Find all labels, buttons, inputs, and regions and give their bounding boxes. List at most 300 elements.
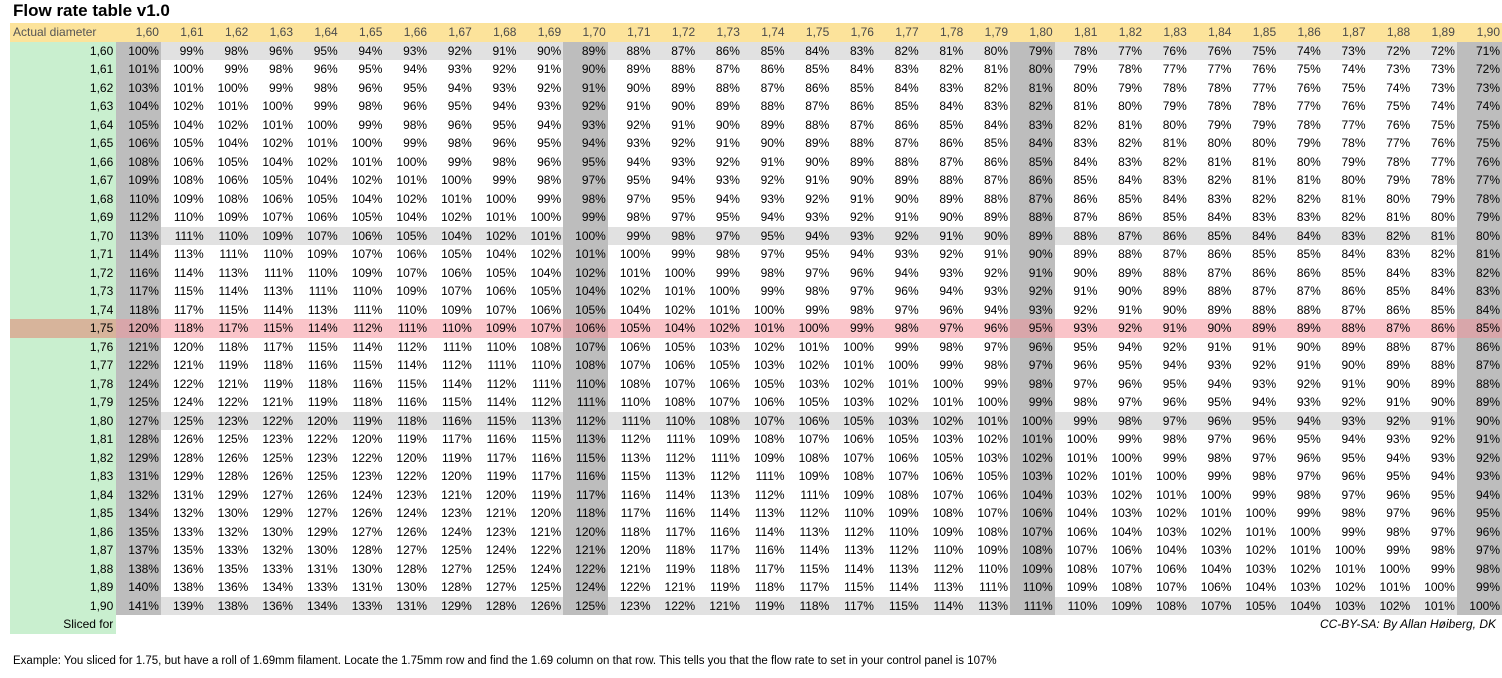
flow-rate-cell: 92%	[984, 265, 1009, 280]
flow-rate-cell: 118%	[116, 301, 161, 320]
flow-rate-cell: 86%	[697, 42, 742, 61]
flow-rate-cell: 80%	[1073, 80, 1098, 95]
flow-rate-cell: 83%	[1162, 173, 1187, 188]
flow-rate-cell: 110%	[844, 506, 874, 521]
flow-rate-cell: 85%	[1386, 284, 1411, 299]
flow-rate-cell: 127%	[262, 487, 294, 502]
flow-rate-cell: 93%	[1323, 412, 1368, 431]
flow-rate-cell: 118%	[563, 504, 608, 523]
flow-rate-cell: 93%	[626, 136, 651, 151]
flow-rate-cell: 95%	[403, 80, 428, 95]
flow-rate-cell: 102%	[664, 302, 696, 317]
flow-rate-cell: 98%	[1099, 412, 1144, 431]
flow-rate-cell: 79%	[1073, 62, 1098, 77]
flow-rate-cell: 109%	[1099, 597, 1144, 616]
flow-rate-cell: 118%	[754, 580, 785, 595]
flow-rate-cell: 122%	[250, 412, 295, 431]
flow-rate-cell: 89%	[626, 62, 651, 77]
flow-rate-cell: 95%	[1386, 469, 1411, 484]
flow-rate-cell: 93%	[1010, 301, 1055, 320]
flow-rate-cell: 93%	[805, 210, 830, 225]
flow-rate-cell: 107%	[262, 210, 294, 225]
flow-rate-cell: 100%	[563, 227, 608, 246]
flow-rate-cell: 81%	[1010, 79, 1055, 98]
flow-rate-cell: 100%	[843, 339, 874, 354]
flow-rate-cell: 123%	[441, 506, 472, 521]
flow-rate-cell: 108%	[664, 395, 696, 410]
flow-rate-cell: 130%	[351, 561, 383, 576]
flow-rate-cell: 71%	[1457, 42, 1502, 61]
flow-rate-cell: 86%	[1252, 265, 1277, 280]
flow-rate-cell: 118%	[352, 395, 383, 410]
flow-rate-cell: 88%	[1055, 227, 1100, 246]
flow-rate-cell: 108%	[977, 524, 1009, 539]
flow-rate-cell: 77%	[1296, 99, 1321, 114]
flow-rate-cell: 92%	[537, 80, 562, 95]
flow-rate-cell: 99%	[1162, 450, 1187, 465]
flow-rate-cell: 94%	[1278, 412, 1323, 431]
column-header-row	[10, 23, 1502, 42]
flow-rate-cell: 97%	[671, 210, 696, 225]
flow-rate-cell: 109%	[172, 191, 204, 206]
flow-rate-cell: 91%	[1144, 319, 1189, 338]
flow-rate-cell: 82%	[939, 62, 964, 77]
flow-rate-cell: 120%	[619, 543, 651, 558]
flow-rate-cell: 93%	[1296, 395, 1321, 410]
flow-rate-cell: 85%	[1010, 153, 1055, 172]
flow-rate-cell: 101%	[798, 339, 830, 354]
row-header: 1,78	[10, 375, 116, 394]
flow-rate-cell: 74%	[1457, 97, 1502, 116]
flow-rate-cell: 119%	[665, 561, 696, 576]
flow-rate-cell: 87%	[805, 99, 830, 114]
flow-rate-cell: 96%	[1430, 506, 1455, 521]
flow-rate-cell: 99%	[760, 284, 785, 299]
flow-rate-cell: 100%	[530, 210, 562, 225]
flow-rate-cell: 89%	[1118, 265, 1143, 280]
flow-rate-cell: 120%	[295, 412, 340, 431]
flow-rate-cell: 115%	[474, 412, 519, 431]
flow-rate-cell: 123%	[351, 469, 383, 484]
flow-rate-cell: 94%	[939, 284, 964, 299]
flow-rate-cell: 98%	[1162, 432, 1187, 447]
flow-rate-cell: 109%	[396, 284, 428, 299]
flow-rate-cell: 128%	[172, 450, 204, 465]
flow-rate-cell: 111%	[710, 450, 740, 465]
flow-rate-cell: 92%	[939, 247, 964, 262]
flow-rate-cell: 96%	[403, 99, 428, 114]
row-header: 1,76	[10, 338, 116, 357]
flow-rate-cell: 126%	[307, 487, 338, 502]
flow-rate-cell: 134%	[116, 504, 161, 523]
column-header: 1,62	[206, 23, 251, 42]
row-header: 1,81	[10, 430, 116, 449]
flow-rate-cell: 106%	[887, 450, 919, 465]
flow-rate-cell: 92%	[671, 136, 696, 151]
flow-rate-cell: 82%	[1341, 210, 1366, 225]
flow-rate-cell: 92%	[626, 117, 651, 132]
flow-rate-cell: 83%	[1457, 282, 1502, 301]
flow-rate-cell: 98%	[492, 154, 517, 169]
flow-rate-cell: 87%	[1296, 284, 1321, 299]
flow-rate-cell: 102%	[172, 99, 204, 114]
flow-rate-cell: 127%	[396, 543, 428, 558]
flow-rate-cell: 140%	[116, 578, 161, 597]
flow-rate-cell: 108%	[697, 412, 742, 431]
flow-rate-cell: 121%	[116, 338, 161, 357]
flow-rate-cell: 100%	[753, 302, 785, 317]
flow-rate-cell: 102%	[887, 395, 919, 410]
flow-rate-cell: 102%	[563, 264, 608, 283]
flow-rate-table	[10, 23, 1502, 634]
flow-rate-cell: 86%	[1341, 284, 1366, 299]
flow-rate-cell: 99%	[1010, 393, 1055, 412]
flow-rate-cell: 112%	[441, 358, 472, 373]
flow-rate-cell: 95%	[1162, 376, 1187, 391]
row-header: 1,60	[10, 42, 116, 61]
flow-rate-cell: 127%	[441, 561, 472, 576]
flow-rate-cell: 77%	[1162, 62, 1187, 77]
flow-rate-cell: 114%	[352, 339, 383, 354]
flow-rate-cell: 92%	[1430, 432, 1455, 447]
flow-rate-cell: 86%	[760, 62, 785, 77]
flow-rate-cell: 78%	[1457, 190, 1502, 209]
flow-rate-cell: 107%	[619, 358, 651, 373]
flow-rate-cell: 136%	[217, 580, 249, 595]
flow-rate-cell: 84%	[1430, 284, 1455, 299]
flow-rate-cell: 101%	[307, 136, 338, 151]
flow-rate-cell: 113%	[173, 247, 204, 262]
row-header: 1,73	[10, 282, 116, 301]
flow-rate-cell: 125%	[161, 412, 206, 431]
flow-rate-cell: 96%	[1457, 523, 1502, 542]
flow-rate-cell: 95%	[1430, 487, 1455, 502]
flow-rate-cell: 132%	[262, 543, 294, 558]
flow-rate-cell: 112%	[620, 432, 651, 447]
flow-rate-cell: 105%	[563, 301, 608, 320]
flow-rate-cell: 123%	[608, 597, 653, 616]
flow-rate-cell: 126%	[518, 597, 563, 616]
flow-rate-cell: 114%	[295, 319, 340, 338]
flow-rate-cell: 92%	[760, 173, 785, 188]
flow-rate-cell: 88%	[760, 99, 785, 114]
flow-rate-cell: 87%	[1010, 190, 1055, 209]
flow-rate-cell: 116%	[665, 506, 696, 521]
table-row	[10, 208, 1502, 227]
flow-rate-cell: 115%	[218, 302, 249, 317]
flow-rate-cell: 81%	[1207, 154, 1232, 169]
flow-rate-cell: 105%	[887, 432, 919, 447]
flow-rate-cell: 141%	[116, 597, 161, 616]
table-row	[10, 467, 1502, 486]
flow-rate-cell: 126%	[351, 506, 383, 521]
flow-rate-cell: 90%	[1162, 302, 1187, 317]
flow-rate-cell: 84%	[787, 42, 832, 61]
flow-rate-cell: 91%	[849, 191, 874, 206]
flow-rate-cell: 116%	[754, 543, 785, 558]
flow-rate-cell: 86%	[1386, 302, 1411, 317]
flow-rate-cell: 116%	[397, 395, 428, 410]
flow-rate-cell: 90%	[939, 210, 964, 225]
flow-rate-cell: 113%	[518, 412, 563, 431]
flow-rate-cell: 90%	[894, 191, 919, 206]
flow-rate-cell: 117%	[263, 339, 294, 354]
flow-rate-cell: 113%	[263, 284, 294, 299]
flow-rate-cell: 104%	[563, 282, 608, 301]
flow-rate-cell: 85%	[1073, 173, 1098, 188]
row-header: 1,71	[10, 245, 116, 264]
flow-rate-cell: 119%	[742, 597, 787, 616]
flow-rate-cell: 101%	[485, 210, 517, 225]
row-header: 1,69	[10, 208, 116, 227]
flow-rate-cell: 98%	[447, 136, 472, 151]
flow-rate-cell: 115%	[250, 319, 295, 338]
flow-rate-cell: 97%	[1207, 432, 1232, 447]
column-header: 1,90	[1457, 23, 1502, 42]
flow-rate-cell: 110%	[978, 561, 1009, 576]
flow-rate-cell: 102%	[351, 173, 383, 188]
flow-rate-cell: 78%	[1430, 173, 1455, 188]
flow-rate-cell: 115%	[397, 376, 428, 391]
flow-rate-cell: 100%	[1379, 561, 1411, 576]
flow-rate-cell: 98%	[805, 284, 830, 299]
table-row	[10, 79, 1502, 98]
flow-rate-cell: 94%	[447, 80, 472, 95]
flow-rate-cell: 135%	[116, 523, 161, 542]
flow-rate-cell: 130%	[262, 524, 294, 539]
flow-rate-cell: 89%	[1207, 302, 1232, 317]
row-header: 1,75	[10, 319, 116, 338]
flow-rate-cell: 103%	[977, 450, 1009, 465]
flow-rate-cell: 101%	[1412, 597, 1457, 616]
flow-rate-cell: 76%	[1386, 117, 1411, 132]
flow-rate-cell: 111%	[800, 487, 830, 502]
flow-rate-cell: 96%	[313, 62, 338, 77]
flow-rate-cell: 123%	[396, 487, 428, 502]
flow-rate-cell: 110%	[1010, 578, 1055, 597]
flow-rate-cell: 89%	[760, 117, 785, 132]
flow-rate-cell: 104%	[429, 227, 474, 246]
column-header: 1,88	[1368, 23, 1413, 42]
column-header: 1,75	[787, 23, 832, 42]
flow-rate-cell: 100%	[1156, 469, 1187, 484]
flow-rate-cell: 117%	[116, 282, 161, 301]
flow-rate-cell: 76%	[1189, 42, 1234, 61]
flow-rate-cell: 109%	[307, 247, 338, 262]
table-row	[10, 412, 1502, 431]
flow-rate-cell: 118%	[307, 376, 338, 391]
flow-rate-cell: 101%	[1156, 487, 1187, 502]
flow-rate-cell: 108%	[116, 153, 161, 172]
flow-rate-cell: 124%	[530, 561, 562, 576]
flow-rate-cell: 116%	[620, 487, 651, 502]
flow-rate-cell: 122%	[563, 560, 608, 579]
flow-rate-cell: 99%	[447, 154, 472, 169]
flow-rate-cell: 103%	[876, 412, 921, 431]
flow-rate-cell: 85%	[1341, 265, 1366, 280]
flow-rate-cell: 113%	[799, 524, 830, 539]
flow-rate-cell: 88%	[1162, 265, 1187, 280]
flow-rate-cell: 97%	[894, 302, 919, 317]
credit-text: CC-BY-SA: By Allan Høiberg, DK	[1319, 617, 1496, 632]
flow-rate-cell: 98%	[537, 173, 562, 188]
flow-rate-cell: 133%	[307, 580, 338, 595]
flow-rate-cell: 111%	[264, 265, 294, 280]
flow-rate-cell: 104%	[619, 302, 651, 317]
flow-rate-cell: 91%	[1010, 264, 1055, 283]
flow-rate-cell: 105%	[384, 227, 429, 246]
flow-rate-cell: 113%	[116, 227, 161, 246]
column-header: 1,76	[831, 23, 876, 42]
table-row	[10, 153, 1502, 172]
flow-rate-cell: 105%	[485, 265, 517, 280]
flow-rate-cell: 101%	[709, 302, 740, 317]
flow-rate-cell: 125%	[563, 597, 608, 616]
flow-rate-cell: 108%	[563, 356, 608, 375]
flow-rate-cell: 96%	[250, 42, 295, 61]
flow-rate-cell: 114%	[710, 506, 740, 521]
flow-rate-cell: 93%	[492, 80, 517, 95]
flow-rate-cell: 101%	[1066, 450, 1098, 465]
flow-rate-cell: 98%	[1430, 543, 1455, 558]
flow-rate-cell: 85%	[939, 117, 964, 132]
flow-rate-cell: 110%	[933, 543, 964, 558]
flow-rate-cell: 103%	[1010, 467, 1055, 486]
flow-rate-cell: 87%	[1073, 210, 1098, 225]
flow-rate-cell: 99%	[1296, 506, 1321, 521]
flow-rate-cell: 125%	[441, 543, 472, 558]
flow-rate-cell: 100%	[441, 173, 472, 188]
flow-rate-cell: 104%	[351, 191, 383, 206]
flow-rate-cell: 128%	[396, 561, 428, 576]
flow-rate-cell: 133%	[262, 561, 294, 576]
flow-rate-cell: 121%	[262, 395, 294, 410]
flow-rate-cell: 109%	[843, 487, 874, 502]
flow-rate-cell: 113%	[620, 450, 651, 465]
flow-rate-cell: 81%	[1252, 154, 1277, 169]
flow-rate-cell: 73%	[1457, 79, 1502, 98]
flow-rate-cell: 78%	[1055, 42, 1100, 61]
flow-rate-cell: 105%	[608, 319, 653, 338]
flow-rate-cell: 114%	[921, 597, 966, 616]
flow-rate-cell: 128%	[474, 597, 519, 616]
flow-rate-cell: 88%	[1430, 358, 1455, 373]
flow-rate-cell: 89%	[1430, 376, 1455, 391]
flow-rate-cell: 115%	[352, 358, 383, 373]
flow-rate-cell: 91%	[626, 99, 651, 114]
table-row	[10, 134, 1502, 153]
example-note: Example: You sliced for 1.75, but have a roll of 1.69mm filament. Locate the 1.75mm row and find the 1.69 column on that row. This tells you that the flow rate to set in your control panel is 107%	[13, 655, 997, 667]
flow-rate-cell: 91%	[563, 79, 608, 98]
table-row	[10, 430, 1502, 449]
flow-rate-cell: 94%	[671, 173, 696, 188]
flow-rate-cell: 132%	[116, 486, 161, 505]
flow-rate-cell: 91%	[1386, 395, 1411, 410]
flow-rate-cell: 79%	[1010, 42, 1055, 61]
row-header: 1,68	[10, 190, 116, 209]
flow-rate-cell: 88%	[1118, 247, 1143, 262]
flow-rate-cell: 98%	[403, 117, 428, 132]
flow-rate-cell: 108%	[887, 487, 919, 502]
table-row	[10, 171, 1502, 190]
flow-rate-cell: 104%	[116, 97, 161, 116]
flow-rate-cell: 124%	[485, 543, 517, 558]
flow-rate-cell: 83%	[984, 99, 1009, 114]
flow-rate-cell: 129%	[262, 506, 294, 521]
actual-diameter-label: Actual diameter	[10, 23, 116, 42]
flow-rate-cell: 120%	[563, 523, 608, 542]
flow-rate-cell: 100%	[217, 80, 249, 95]
flow-rate-cell: 121%	[172, 358, 204, 373]
flow-rate-cell: 106%	[1010, 504, 1055, 523]
flow-rate-cell: 93%	[384, 42, 429, 61]
flow-rate-cell: 113%	[965, 597, 1010, 616]
flow-rate-cell: 128%	[217, 469, 249, 484]
flow-rate-cell: 104%	[653, 319, 698, 338]
flow-rate-cell: 92%	[876, 227, 921, 246]
table-row	[10, 245, 1502, 264]
flow-rate-cell: 89%	[1341, 339, 1366, 354]
flow-rate-cell: 95%	[447, 99, 472, 114]
flow-rate-cell: 119%	[486, 469, 517, 484]
flow-rate-cell: 100%	[116, 42, 161, 61]
flow-rate-cell: 106%	[396, 247, 428, 262]
flow-rate-cell: 89%	[1233, 319, 1278, 338]
column-header: 1,69	[518, 23, 563, 42]
flow-rate-cell: 91%	[805, 173, 830, 188]
flow-rate-cell: 98%	[1207, 450, 1232, 465]
flow-rate-cell: 101%	[843, 358, 874, 373]
flow-rate-cell: 107%	[887, 469, 919, 484]
flow-rate-cell: 82%	[1430, 247, 1455, 262]
flow-rate-cell: 129%	[217, 487, 249, 502]
flow-rate-cell: 103%	[1111, 506, 1143, 521]
flow-rate-cell: 87%	[653, 42, 698, 61]
flow-rate-cell: 77%	[1207, 62, 1232, 77]
flow-rate-cell: 114%	[173, 265, 204, 280]
flow-rate-cell: 104%	[307, 173, 338, 188]
flow-rate-cell: 82%	[1207, 173, 1232, 188]
flow-rate-cell: 95%	[805, 247, 830, 262]
flow-rate-cell: 83%	[894, 62, 919, 77]
flow-rate-cell: 84%	[1341, 247, 1366, 262]
flow-rate-cell: 98%	[984, 358, 1009, 373]
flow-rate-cell: 77%	[1386, 136, 1411, 151]
flow-rate-cell: 123%	[307, 450, 338, 465]
flow-rate-cell: 101%	[396, 173, 428, 188]
table-row	[10, 541, 1502, 560]
flow-rate-cell: 102%	[619, 284, 651, 299]
flow-rate-cell: 111%	[487, 358, 517, 373]
flow-rate-cell: 94%	[1162, 358, 1187, 373]
flow-rate-cell: 111%	[384, 319, 429, 338]
row-header: 1,88	[10, 560, 116, 579]
flow-rate-cell: 99%	[1341, 524, 1366, 539]
flow-rate-cell: 86%	[1296, 265, 1321, 280]
table-row	[10, 319, 1502, 338]
flow-rate-cell: 106%	[1111, 543, 1143, 558]
flow-rate-cell: 124%	[441, 524, 472, 539]
flow-rate-cell: 95%	[492, 117, 517, 132]
flow-rate-cell: 115%	[307, 339, 338, 354]
flow-rate-cell: 109%	[932, 524, 964, 539]
flow-rate-cell: 91%	[1118, 302, 1143, 317]
flow-rate-cell: 86%	[805, 80, 830, 95]
flow-rate-cell: 80%	[1296, 154, 1321, 169]
flow-rate-cell: 97%	[760, 247, 785, 262]
flow-rate-cell: 132%	[217, 524, 249, 539]
flow-rate-cell: 90%	[1386, 376, 1411, 391]
